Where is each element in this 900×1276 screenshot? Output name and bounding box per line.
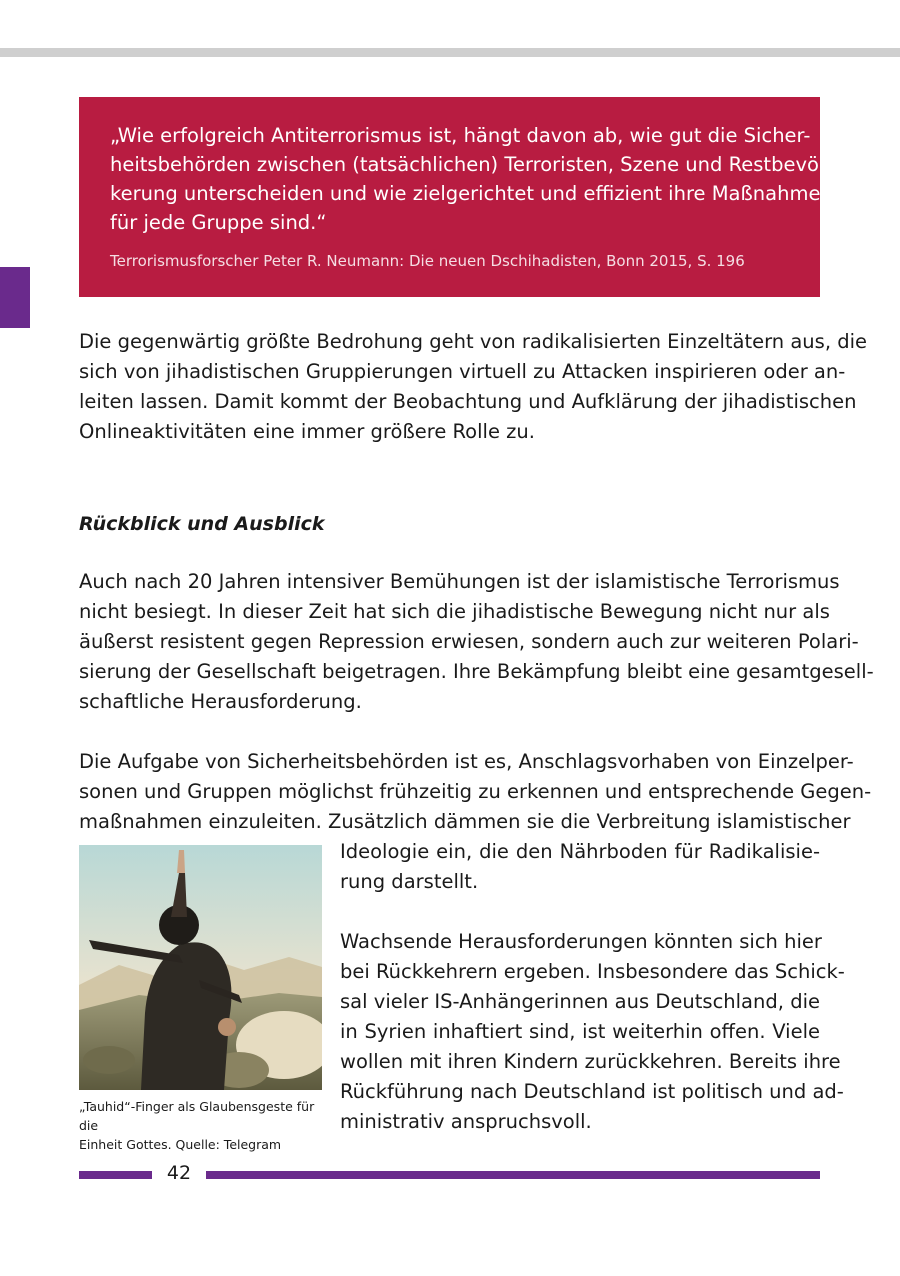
paragraph-returnees (340, 927, 845, 1137)
quote-line: heitsbehörden zwischen (tatsächlichen) Terroristen, Szene und Restbevöl- (110, 153, 832, 176)
text-line: ministrativ anspruchsvoll. (340, 1110, 592, 1133)
photo-caption (79, 1097, 329, 1154)
section-heading: Rückblick und Ausblick (79, 513, 325, 535)
text-line: wollen mit ihren Kindern zurückkehren. Bereits ihre (340, 1050, 841, 1073)
paragraph-review (79, 567, 874, 717)
quote-text (110, 121, 833, 237)
photo-tauhid-finger (79, 845, 322, 1090)
text-line: sal vieler IS-Anhängerinnen aus Deutschland, die (340, 990, 820, 1013)
text-line: in Syrien inhaftiert sind, ist weiterhin offen. Viele (340, 1020, 820, 1043)
text-line: äußerst resistent gegen Repression erwiesen, sondern auch zur weiteren Polari- (79, 630, 859, 653)
paragraph-authorities (79, 747, 872, 837)
page-number: 42 (166, 1162, 192, 1184)
text-line: sierung der Gesellschaft beigetragen. Ihre Bekämpfung bleibt eine gesamtgesell- (79, 660, 874, 683)
text-line: Onlineaktivitäten eine immer größere Rolle zu. (79, 420, 535, 443)
text-line: Die gegenwärtig größte Bedrohung geht von radikalisierten Einzeltätern aus, die (79, 330, 868, 353)
text-line: Auch nach 20 Jahren intensiver Bemühungen ist der islamistische Terrorismus (79, 570, 840, 593)
text-line: leiten lassen. Damit kommt der Beobachtung und Aufklärung der jihadistischen (79, 390, 857, 413)
text-line: bei Rückkehrern ergeben. Insbesondere das Schick- (340, 960, 845, 983)
text-line: Wachsende Herausforderungen könnten sich hier (340, 930, 822, 953)
caption-line: „Tauhid“-Finger als Glaubensgeste für die (79, 1099, 315, 1133)
text-line: Ideologie ein, die den Nährboden für Radikalisie- (340, 840, 820, 863)
paragraph-threat (79, 327, 868, 447)
text-line: Rückführung nach Deutschland ist politisch und ad- (340, 1080, 844, 1103)
text-line: nicht besiegt. In dieser Zeit hat sich die jihadistische Bewegung nicht nur als (79, 600, 830, 623)
text-line: Die Aufgabe von Sicherheitsbehörden ist es, Anschlagsvorhaben von Einzelper- (79, 750, 854, 773)
chapter-tab-marker (0, 267, 30, 328)
text-line: sich von jihadistischen Gruppierungen virtuell zu Attacken inspirieren oder an- (79, 360, 846, 383)
footer-rule-left (79, 1171, 152, 1179)
paragraph-authorities-continued (340, 837, 820, 897)
quote-box (79, 97, 833, 297)
quote-line: kerung unterscheiden und wie zielgerichtet und effizient ihre Maßnahmen (110, 182, 833, 205)
text-line: rung darstellt. (340, 870, 479, 893)
text-line: maßnahmen einzuleiten. Zusätzlich dämmen sie die Verbreitung islamistischer (79, 810, 851, 833)
quote-source: Terrorismusforscher Peter R. Neumann: Die neuen Dschihadisten, Bonn 2015, S. 196 (110, 252, 745, 270)
caption-line: Einheit Gottes. Quelle: Telegram (79, 1137, 282, 1152)
top-rule (0, 48, 900, 57)
quote-line: für jede Gruppe sind.“ (110, 211, 327, 234)
footer-rule-right (206, 1171, 820, 1179)
quote-line: „Wie erfolgreich Antiterrorismus ist, hängt davon ab, wie gut die Sicher- (110, 124, 811, 147)
text-line: schaftliche Herausforderung. (79, 690, 362, 713)
text-line: sonen und Gruppen möglichst frühzeitig zu erkennen und entsprechende Gegen- (79, 780, 872, 803)
